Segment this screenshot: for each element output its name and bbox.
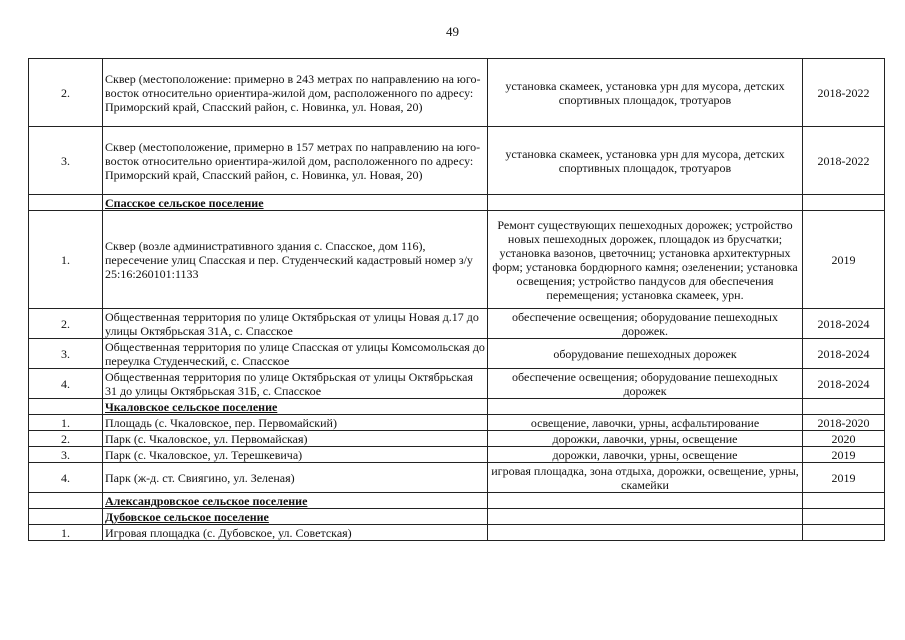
object-name: Парк (с. Чкаловское, ул. Терешкевича) bbox=[103, 447, 488, 463]
works-list: установка скамеек, установка урн для мусора, детских спортивных площадок, тротуаров bbox=[488, 127, 803, 195]
row-number: 4. bbox=[29, 369, 103, 399]
table-row bbox=[29, 309, 885, 339]
section-title: Чкаловское сельское поселение bbox=[103, 399, 488, 415]
table-row bbox=[29, 463, 885, 493]
works-list: игровая площадка, зона отдыха, дорожки, освещение, урны, скамейки bbox=[488, 463, 803, 493]
row-number: 3. bbox=[29, 447, 103, 463]
works-list: обеспечение освещения; оборудование пешеходных дорожек bbox=[488, 369, 803, 399]
object-name: Общественная территория по улице Спасская от улицы Комсомольская до переулка Студенческий, с. Спасское bbox=[103, 339, 488, 369]
section-row bbox=[29, 195, 885, 211]
period: 2019 bbox=[803, 211, 885, 309]
works-list: дорожки, лавочки, урны, освещение bbox=[488, 431, 803, 447]
period: 2018-2024 bbox=[803, 309, 885, 339]
table-row bbox=[29, 447, 885, 463]
section-row bbox=[29, 399, 885, 415]
table-row bbox=[29, 127, 885, 195]
row-number: 4. bbox=[29, 463, 103, 493]
period: 2018-2024 bbox=[803, 369, 885, 399]
period: 2019 bbox=[803, 463, 885, 493]
table-row bbox=[29, 415, 885, 431]
row-number: 2. bbox=[29, 431, 103, 447]
object-name: Площадь (с. Чкаловское, пер. Первомайский) bbox=[103, 415, 488, 431]
period: 2018-2024 bbox=[803, 339, 885, 369]
row-number: 1. bbox=[29, 211, 103, 309]
row-number: 1. bbox=[29, 525, 103, 541]
table-row bbox=[29, 59, 885, 127]
row-number: 2. bbox=[29, 309, 103, 339]
period: 2020 bbox=[803, 431, 885, 447]
table-row bbox=[29, 339, 885, 369]
table-row bbox=[29, 431, 885, 447]
page-number: 49 bbox=[446, 24, 459, 39]
object-name: Парк (ж-д. ст. Свиягино, ул. Зеленая) bbox=[103, 463, 488, 493]
object-name: Общественная территория по улице Октябрьская от улицы Октябрьская 31 до улицы Октябрьская 31Б, с. Спасское bbox=[103, 369, 488, 399]
section-title: Спасское сельское поселение bbox=[103, 195, 488, 211]
row-number: 3. bbox=[29, 127, 103, 195]
works-list: дорожки, лавочки, урны, освещение bbox=[488, 447, 803, 463]
period: 2018-2022 bbox=[803, 59, 885, 127]
works-list: оборудование пешеходных дорожек bbox=[488, 339, 803, 369]
object-name: Общественная территория по улице Октябрьская от улицы Новая д.17 до улицы Октябрьская 31А, с. Спасское bbox=[103, 309, 488, 339]
period: 2019 bbox=[803, 447, 885, 463]
row-number: 1. bbox=[29, 415, 103, 431]
row-number: 3. bbox=[29, 339, 103, 369]
section-row bbox=[29, 509, 885, 525]
works-list: обеспечение освещения; оборудование пешеходных дорожек. bbox=[488, 309, 803, 339]
section-title: Александровское сельское поселение bbox=[103, 493, 488, 509]
section-row bbox=[29, 493, 885, 509]
period: 2018-2022 bbox=[803, 127, 885, 195]
object-name: Сквер (местоположение, примерно в 157 метрах по направлению на юго-восток относительно ориентира-жилой дом, расположенного по адресу: Приморский край, Спасский район, с. Новинка, ул. Новая, 20) bbox=[103, 127, 488, 195]
improvement-table bbox=[28, 58, 885, 541]
table-row bbox=[29, 525, 885, 541]
section-title: Дубовское сельское поселение bbox=[103, 509, 488, 525]
works-list bbox=[488, 525, 803, 541]
row-number: 2. bbox=[29, 59, 103, 127]
object-name: Сквер (местоположение: примерно в 243 метрах по направлению на юго-восток относительно ориентира-жилой дом, расположенного по адресу: Приморский край, Спасский район, с. Новинка, ул. Новая, 20) bbox=[103, 59, 488, 127]
object-name: Сквер (возле административного здания с. Спасское, дом 116), пересечение улиц Спасская и пер. Студенческий кадастровый номер з/у 25:16:260101:1133 bbox=[103, 211, 488, 309]
period bbox=[803, 525, 885, 541]
object-name: Парк (с. Чкаловское, ул. Первомайская) bbox=[103, 431, 488, 447]
object-name: Игровая площадка (с. Дубовское, ул. Советская) bbox=[103, 525, 488, 541]
works-list: освещение, лавочки, урны, асфальтирование bbox=[488, 415, 803, 431]
period: 2018-2020 bbox=[803, 415, 885, 431]
works-list: установка скамеек, установка урн для мусора, детских спортивных площадок, тротуаров bbox=[488, 59, 803, 127]
works-list: Ремонт существующих пешеходных дорожек; устройство новых пешеходных дорожек, площадок из брусчатки; установка вазонов, цветочниц; установка архитектурных форм; установка бордюрного камня; озеленении; установка освещения; устройство пандусов для обеспечения перемещения; установка скамеек, урн. bbox=[488, 211, 803, 309]
table-row bbox=[29, 211, 885, 309]
table-row bbox=[29, 369, 885, 399]
